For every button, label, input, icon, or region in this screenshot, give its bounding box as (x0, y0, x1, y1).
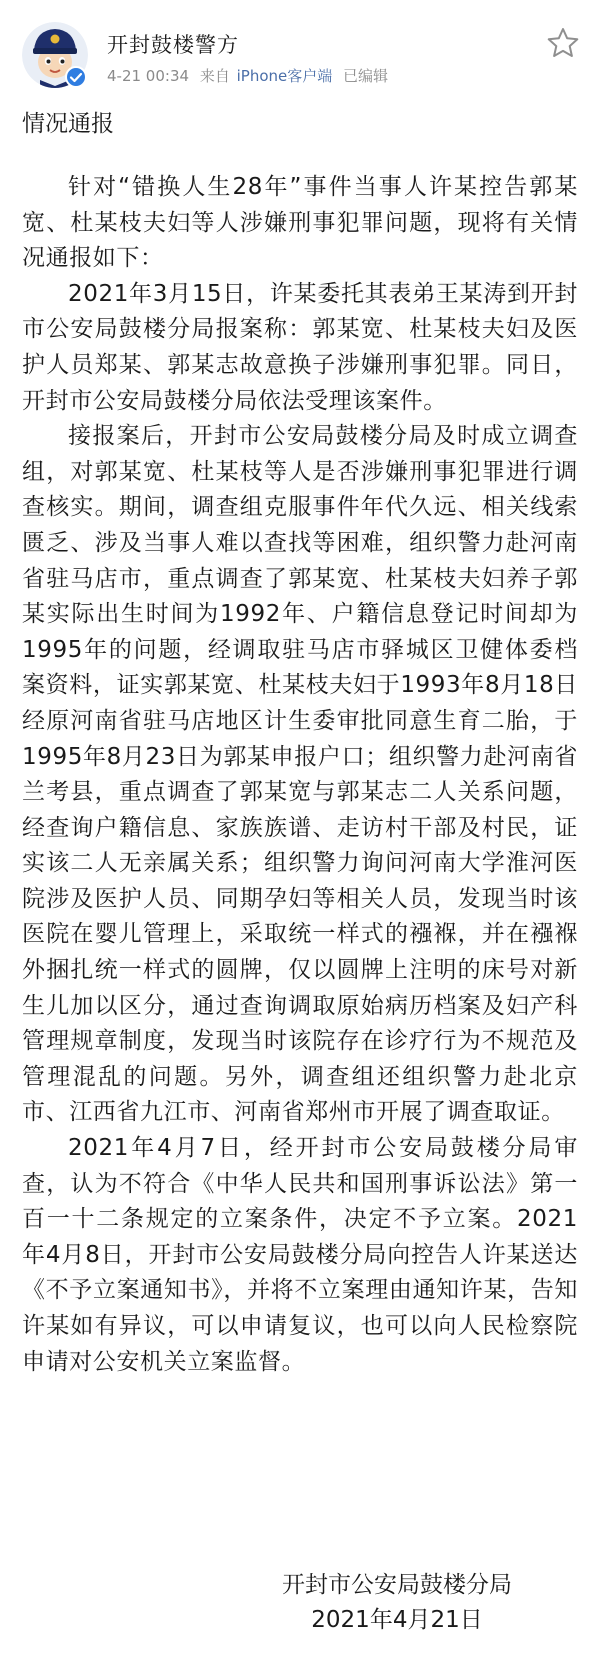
account-name[interactable]: 开封鼓楼警方 (107, 33, 239, 57)
source-link[interactable]: iPhone客户端 (236, 67, 333, 85)
edited-label[interactable]: 已编辑 (343, 67, 389, 85)
signature-org: 开封市公安局鼓楼分局 (282, 1572, 512, 1598)
verified-badge-icon (65, 66, 87, 88)
post-title: 情况通报 (22, 111, 114, 137)
signature-date: 2021年4月21日 (311, 1607, 483, 1633)
post-content (22, 170, 578, 1380)
post-time: 4-21 00:34 (107, 67, 190, 85)
signature-block (262, 1568, 532, 1638)
source-prefix: 来自 (199, 67, 230, 85)
paragraph: 2021年4月7日，经开封市公安局鼓楼分局审查，认为不符合《中华人民共和国刑事诉讼法》第一百一十二条规定的立案条件，决定不予立案。2021年4月8日，开封市公安局鼓楼分局向控告人许某送达《不予立案通知书》，并将不立案理由通知许某，告知许某如有异议，可以申请复议，也可以向人民检察院申请对公安机关立案监督。 (22, 1135, 578, 1375)
paragraph: 针对“错换人生28年”事件当事人许某控告郭某宽、杜某枝夫妇等人涉嫌刑事犯罪问题，现将有关情况通报如下： (22, 174, 578, 272)
star-outline-icon[interactable] (546, 26, 580, 60)
post-header (0, 0, 600, 98)
post-meta (107, 65, 394, 86)
paragraph: 2021年3月15日，许某委托其表弟王某涛到开封市公安局鼓楼分局报案称：郭某宽、杜某枝夫妇及医护人员郑某、郭某志故意换子涉嫌刑事犯罪。同日，开封市公安局鼓楼分局依法受理该案件。 (22, 280, 578, 414)
paragraph: 接报案后，开封市公安局鼓楼分局及时成立调查组，对郭某宽、杜某枝等人是否涉嫌刑事犯罪进行调查核实。期间，调查组克服事件年代久远、相关线索匮乏、涉及当事人难以查找等困难，组织警力赴河南省驻马店市，重点调查了郭某宽、杜某枝夫妇养子郭某实际出生时间为1992年、户籍信息登记时间却为1995年的问题，经调取驻马店市驿城区卫健体委档案资料，证实郭某宽、杜某枝夫妇于1993年8月18日经原河南省驻马店地区计生委审批同意生育二胎，于1995年8月23日为郭某申报户口；组织警力赴河南省兰考县，重点调查了郭某宽与郭某志二人关系问题，经查询户籍信息、家族族谱、走访村干部及村民，证实该二人无亲属关系；组织警力询问河南大学淮河医院涉及医护人员、同期孕妇等相关人员，发现当时该医院在婴儿管理上，采取统一样式的襁褓，并在襁褓外捆扎统一样式的圆牌，仅以圆牌上注明的床号对新生儿加以区分，通过查询调取原始病历档案及妇产科管理规章制度，发现当时该院存在诊疗行为不规范及管理混乱的问题。另外，调查组还组织警力赴北京市、江西省九江市、河南省郑州市开展了调查取证。 (22, 423, 578, 1126)
